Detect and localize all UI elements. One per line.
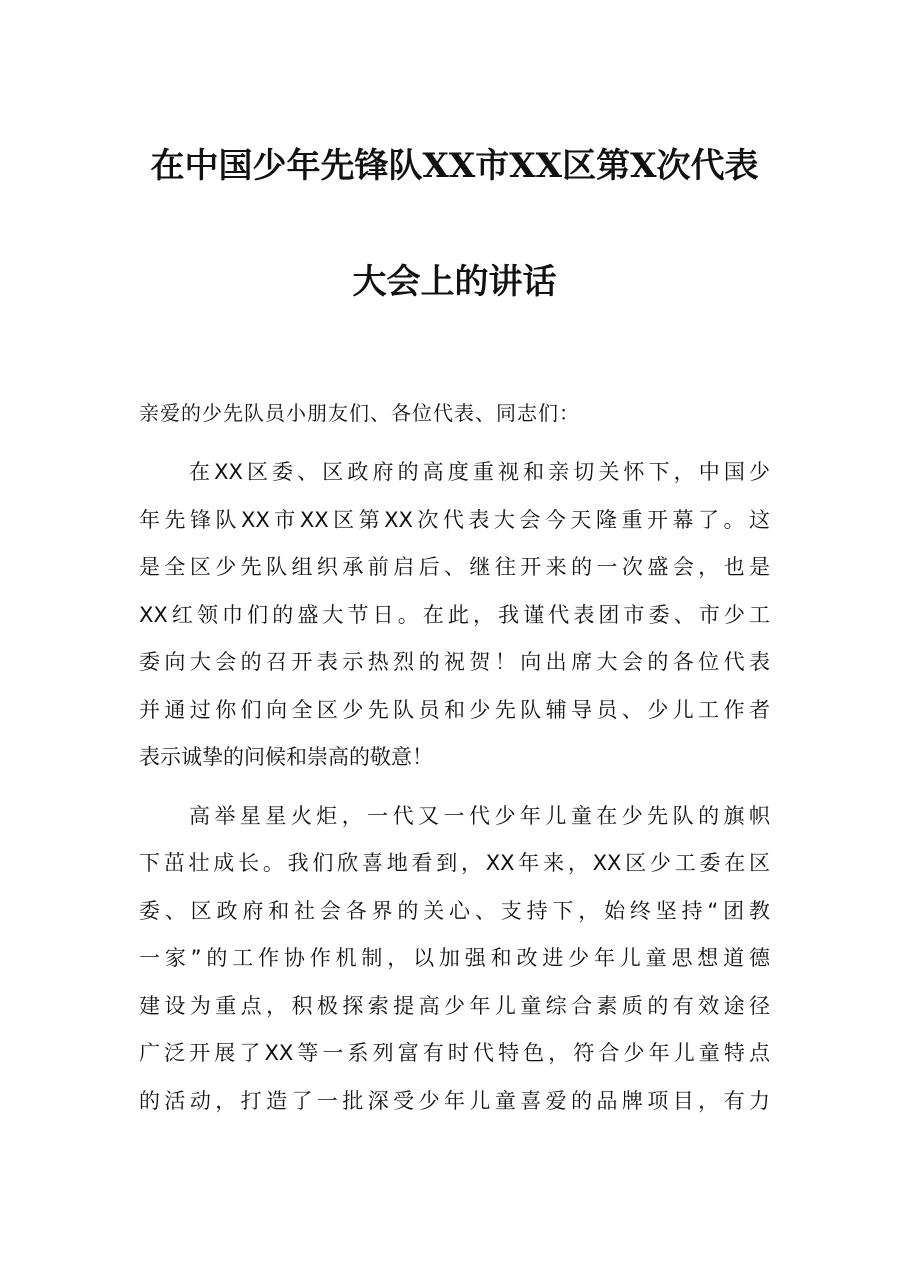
paragraph-2-line-7: 的活动，打造了一批深受少年儿童喜爱的品牌项目，有力 bbox=[139, 1089, 770, 1113]
paragraph-2-line-1: 高举星星火炬，一代又一代少年儿童在少先队的旗帜 bbox=[189, 804, 770, 828]
paragraph-1-line-6: 并通过你们向全区少先队员和少先队辅导员、少儿工作者 bbox=[139, 698, 770, 722]
paragraph-1-line-4: XX红领巾们的盛大节日。在此，我谨代表团市委、市少工 bbox=[139, 603, 770, 627]
paragraph-2-line-6: 广泛开展了XX等一系列富有时代特色，符合少年儿童特点 bbox=[139, 1041, 770, 1065]
paragraph-2-line-5: 建设为重点，积极探索提高少年儿童综合素质的有效途径 bbox=[139, 994, 770, 1018]
paragraph-1-line-2: 年先锋队XX市XX区第XX次代表大会今天隆重开幕了。这 bbox=[139, 508, 770, 532]
paragraph-2-line-3: 委、区政府和社会各界的关心、支持下，始终坚持“团教 bbox=[139, 899, 770, 923]
document-title-line-1: 在中国少年先锋队XX市XX区第X次代表 bbox=[150, 146, 759, 186]
paragraph-1-line-5: 委向大会的召开表示热烈的祝贺！向出席大会的各位代表 bbox=[139, 650, 770, 674]
paragraph-2-line-2: 下茁壮成长。我们欣喜地看到，XX年来，XX区少工委在区 bbox=[139, 851, 770, 875]
paragraph-1-line-7: 表示诚挚的问候和崇高的敬意！ bbox=[139, 745, 433, 769]
paragraph-1-line-3: 是全区少先队组织承前启后、继往开来的一次盛会，也是 bbox=[139, 555, 770, 579]
document-title-line-2: 大会上的讲话 bbox=[352, 262, 557, 302]
paragraph-1-line-1: 在XX区委、区政府的高度重视和亲切关怀下，中国少 bbox=[189, 460, 770, 484]
paragraph-2-line-4: 一家”的工作协作机制，以加强和改进少年儿童思想道德 bbox=[139, 946, 770, 970]
salutation: 亲爱的少先队员小朋友们、各位代表、同志们： bbox=[139, 401, 580, 425]
